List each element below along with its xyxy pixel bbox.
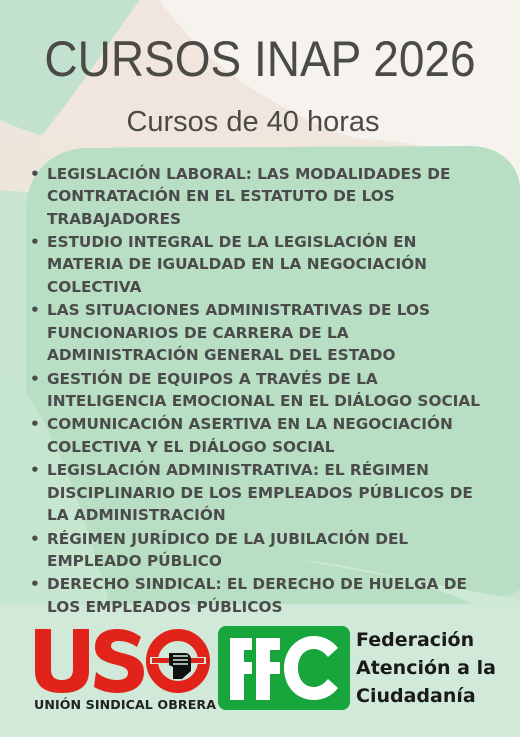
course-item bbox=[27, 573, 497, 618]
course-title: LEGISLACIÓN LABORAL: LAS MODALIDADES DE CONTRATACIÓN EN EL ESTATUTO DE LOS TRABAJADORES bbox=[47, 165, 451, 228]
uso-caption: UNIÓN SINDICAL OBRERA bbox=[34, 697, 217, 712]
course-item bbox=[27, 368, 497, 413]
course-item bbox=[27, 299, 497, 366]
course-title: DERECHO SINDICAL: EL DERECHO DE HUELGA DE LOS EMPLEADOS PÚBLICOS bbox=[47, 575, 467, 616]
bullet-icon: • bbox=[30, 301, 40, 320]
bullet-icon: • bbox=[30, 461, 40, 480]
page-subtitle: Cursos de 40 horas bbox=[126, 106, 380, 138]
course-list bbox=[27, 163, 497, 619]
fac-logo bbox=[218, 626, 350, 710]
bullet-icon: • bbox=[30, 415, 40, 434]
course-item bbox=[27, 459, 497, 526]
bullet-icon: • bbox=[30, 575, 40, 594]
course-item bbox=[27, 528, 497, 573]
fac-name-line-3: Ciudadanía bbox=[356, 685, 476, 707]
course-title: COMUNICACIÓN ASERTIVA EN LA NEGOCIACIÓN COLECTIVA Y EL DIÁLOGO SOCIAL bbox=[47, 415, 453, 456]
bullet-icon: • bbox=[30, 233, 40, 252]
course-title: LAS SITUACIONES ADMINISTRATIVAS DE LOS FUNCIONARIOS DE CARRERA DE LA ADMINISTRACIÓN GENERAL DEL ESTADO bbox=[47, 301, 431, 364]
course-title: LEGISLACIÓN ADMINISTRATIVA: EL RÉGIMEN DISCIPLINARIO DE LOS EMPLEADOS PÚBLICOS DE LA ADMINISTRACIÓN bbox=[47, 461, 473, 524]
page-title: CURSOS INAP 2026 bbox=[44, 31, 476, 87]
course-title: GESTIÓN DE EQUIPOS A TRAVÉS DE LA INTELIGENCIA EMOCIONAL EN EL DIÁLOGO SOCIAL bbox=[47, 369, 480, 410]
course-title: ESTUDIO INTEGRAL DE LA LEGISLACIÓN EN MATERIA DE IGUALDAD EN LA NEGOCIACIÓN COLECTIVA bbox=[47, 233, 427, 296]
course-item bbox=[27, 413, 497, 458]
fac-name-line-1: Federación bbox=[356, 629, 475, 651]
fac-name-line-2: Atención a la bbox=[356, 657, 496, 679]
course-title: RÉGIMEN JURÍDICO DE LA JUBILACIÓN DEL EMPLEADO PÚBLICO bbox=[47, 529, 409, 570]
bullet-icon: • bbox=[30, 165, 40, 183]
bullet-icon: • bbox=[30, 369, 40, 388]
course-item bbox=[27, 231, 497, 298]
course-item bbox=[27, 163, 497, 230]
uso-logo bbox=[33, 627, 211, 695]
bullet-icon: • bbox=[30, 529, 40, 548]
